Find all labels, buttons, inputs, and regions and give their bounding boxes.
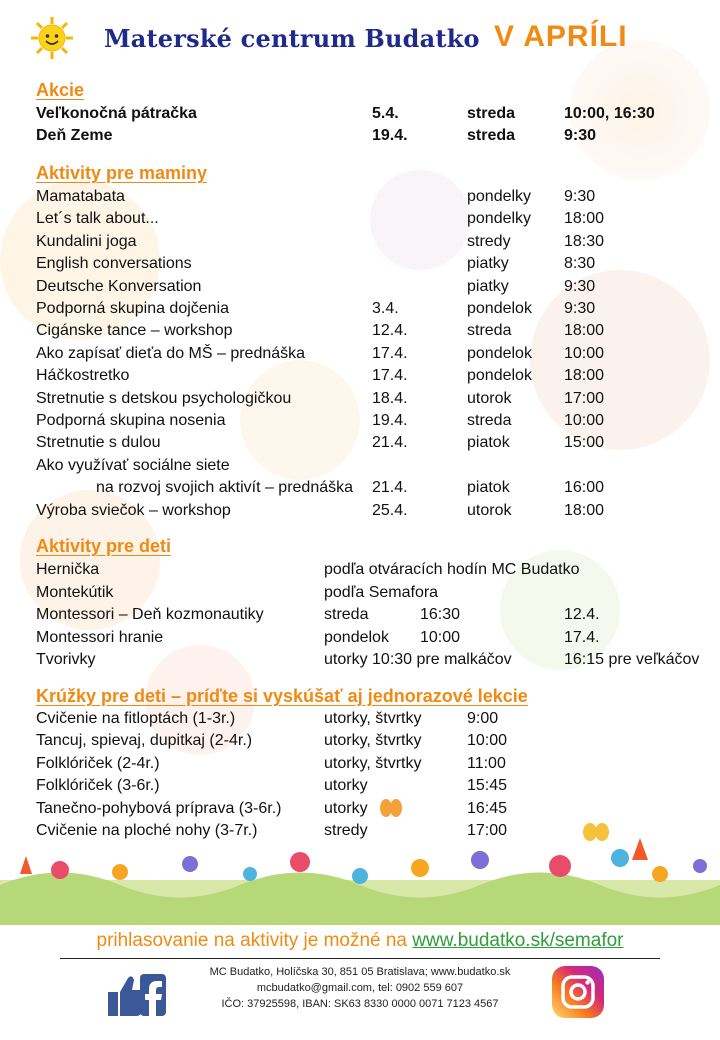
course-time: 9:00 <box>467 710 499 727</box>
list-item: Výroba sviečok – workshop 25.4. utorok 18:00 <box>36 502 605 519</box>
activity-name: Montessori – Deň kozmonautiky <box>36 606 264 624</box>
course-day: utorky, štvrtky <box>324 754 422 772</box>
facebook-like-icon[interactable] <box>104 968 168 1020</box>
activity-day: piatky <box>467 255 509 273</box>
activity-day: streda <box>467 322 512 340</box>
contact-email-phone: mcbudatko@gmail.com, tel: 0902 559 607 <box>256 982 464 994</box>
course-day: utorky <box>324 777 368 795</box>
list-item <box>0 388 720 410</box>
list-item <box>0 775 720 797</box>
activity-schedule: pondelok <box>324 628 389 646</box>
activity-time: 18:00 <box>564 367 605 385</box>
activity-date: 17.4. <box>372 344 408 362</box>
course-day: utorky, štvrtky <box>324 732 422 750</box>
course-name: Cvičenie na fitloptách (1-3r.) <box>36 710 236 727</box>
course-name: Tancuj, spievaj, dupitkaj (2-4r.) <box>36 732 253 750</box>
list-item <box>0 208 720 230</box>
activity-day: piatok <box>467 434 510 452</box>
activity-date: 18.4. <box>372 389 408 407</box>
activity-day: streda <box>467 412 512 429</box>
activity-day: piatky <box>467 277 509 295</box>
activity-name: Tvorivky <box>36 651 96 669</box>
activity-schedule: streda <box>324 606 369 624</box>
activity-time: 10:00 <box>564 344 605 362</box>
activity-date: 3.4. <box>372 300 399 317</box>
contact-ids: IČO: 37925598, IBAN: SK63 8330 0000 0071 7123 4567 <box>221 998 499 1010</box>
list-item <box>0 559 720 581</box>
course-name: Tanečno-pohybová príprava (3-6r.) <box>36 799 282 817</box>
course-time: 17:00 <box>467 822 508 839</box>
sun-icon <box>30 16 74 60</box>
activity-date: 12.4. <box>372 322 408 340</box>
activity-time: 10:00 <box>564 412 605 429</box>
activity-name: Hernička <box>36 561 100 578</box>
activity-time: 9:30 <box>564 188 596 205</box>
activity-time: 15:00 <box>564 434 605 452</box>
contact-address: MC Budatko, Holíčska 30, 851 05 Bratislava; www.budatko.sk <box>209 966 511 978</box>
signup-link[interactable]: www.budatko.sk/semafor <box>412 930 624 951</box>
activity-name: English conversations <box>36 255 192 273</box>
activity-name: Stretnutie s detskou psychologičkou <box>36 389 292 407</box>
signup-line <box>36 930 684 952</box>
course-day: stredy <box>324 822 368 839</box>
header <box>0 14 720 70</box>
list-item <box>0 820 720 842</box>
activity-date: 19.4. <box>372 412 408 429</box>
activity-time: 16:30 <box>420 606 461 624</box>
list-item: Ako využívať sociálne siete <box>36 457 230 474</box>
course-name: Folklóriček (2-4r.) <box>36 754 160 772</box>
list-item <box>0 604 720 626</box>
section-title-maminy: Aktivity pre maminy <box>36 163 208 183</box>
activity-day: utorok <box>467 389 512 407</box>
activity-name: Podporná skupina dojčenia <box>36 300 230 317</box>
activity-name: Mamatabata <box>36 188 125 205</box>
list-item: Veľkonočná pátračka 5.4. streda 10:00, 16:30 <box>36 105 655 122</box>
course-day: utorky <box>324 799 368 817</box>
list-item <box>0 320 720 342</box>
activity-name: Let´s talk about... <box>36 210 159 228</box>
section-title-kruzky: Krúžky pre deti – príďte si vyskúšať aj jednorazové lekcie <box>36 686 528 706</box>
course-time: 11:00 <box>467 754 506 772</box>
activity-day: pondelok <box>467 344 532 362</box>
list-item <box>0 582 720 604</box>
list-item <box>0 627 720 649</box>
list-item: na rozvoj svojich aktivít – prednáška 21.4. piatok 16:00 <box>96 479 605 496</box>
course-day: utorky, štvrtky <box>324 710 422 727</box>
contact-info <box>160 964 560 1012</box>
list-item <box>0 753 720 775</box>
activity-name: Stretnutie s dulou <box>36 434 161 452</box>
activity-day: pondelky <box>467 188 532 205</box>
center-title: Materské centrum Budatko <box>104 24 480 53</box>
section-title-deti: Aktivity pre deti <box>36 536 172 556</box>
list-item <box>0 343 720 365</box>
activity-time: 9:30 <box>564 277 596 295</box>
activity-time: 17:00 <box>564 389 605 407</box>
activity-time: 8:30 <box>564 255 596 273</box>
activity-name: Montekútik <box>36 583 114 601</box>
course-time: 16:45 <box>467 799 508 817</box>
activity-day: pondelok <box>467 300 532 317</box>
activity-name: Montessori hranie <box>36 628 164 646</box>
activity-name: Háčkostretko <box>36 367 130 385</box>
activity-name: Deutsche Konversation <box>36 277 202 295</box>
list-item <box>0 432 720 454</box>
activity-time: 18:30 <box>564 232 605 250</box>
month-heading: V APRÍLI <box>494 20 628 53</box>
activity-extra: 16:15 pre veľkáčov <box>564 651 700 669</box>
activity-extra: 12.4. <box>564 606 600 624</box>
activity-day: stredy <box>467 232 511 250</box>
activity-schedule: utorky 10:30 pre malkáčov <box>324 651 512 669</box>
list-item <box>0 365 720 387</box>
activity-date: 21.4. <box>372 434 408 452</box>
activity-time: 18:00 <box>564 322 605 340</box>
list-item <box>0 730 720 752</box>
activity-day: pondelok <box>467 367 532 385</box>
list-item <box>0 708 720 730</box>
activity-name: Podporná skupina nosenia <box>36 412 226 429</box>
list-item <box>0 798 720 820</box>
divider <box>60 958 660 959</box>
activity-schedule: podľa Semafora <box>324 583 439 601</box>
activity-time: 10:00 <box>420 628 461 646</box>
activity-name: Cigánske tance – workshop <box>36 322 233 340</box>
course-name: Folklóriček (3-6r.) <box>36 777 160 795</box>
activity-name: Kundalini joga <box>36 232 137 250</box>
activity-extra: 17.4. <box>564 628 600 646</box>
course-time: 15:45 <box>467 777 508 795</box>
activity-day: pondelky <box>467 210 532 228</box>
course-name: Cvičenie na ploché nohy (3-7r.) <box>36 822 258 839</box>
list-item <box>0 231 720 253</box>
activity-date: 17.4. <box>372 367 408 385</box>
activity-time: 18:00 <box>564 210 605 228</box>
section-title-akcie: Akcie <box>36 80 85 100</box>
list-item <box>0 186 720 208</box>
list-item <box>0 276 720 298</box>
instagram-icon[interactable] <box>552 966 604 1018</box>
course-time: 10:00 <box>467 732 508 750</box>
signup-text: prihlasovanie na aktivity je možné na <box>96 930 408 951</box>
list-item <box>0 298 720 320</box>
list-item: Deň Zeme 19.4. streda 9:30 <box>36 127 597 144</box>
list-item <box>0 410 720 432</box>
list-item <box>0 649 720 671</box>
activity-name: Ako zapísať dieťa do MŠ – prednáška <box>36 344 306 362</box>
activity-schedule: podľa otváracích hodín MC Budatko <box>324 561 580 578</box>
activity-time: 9:30 <box>564 300 596 317</box>
list-item <box>0 253 720 275</box>
